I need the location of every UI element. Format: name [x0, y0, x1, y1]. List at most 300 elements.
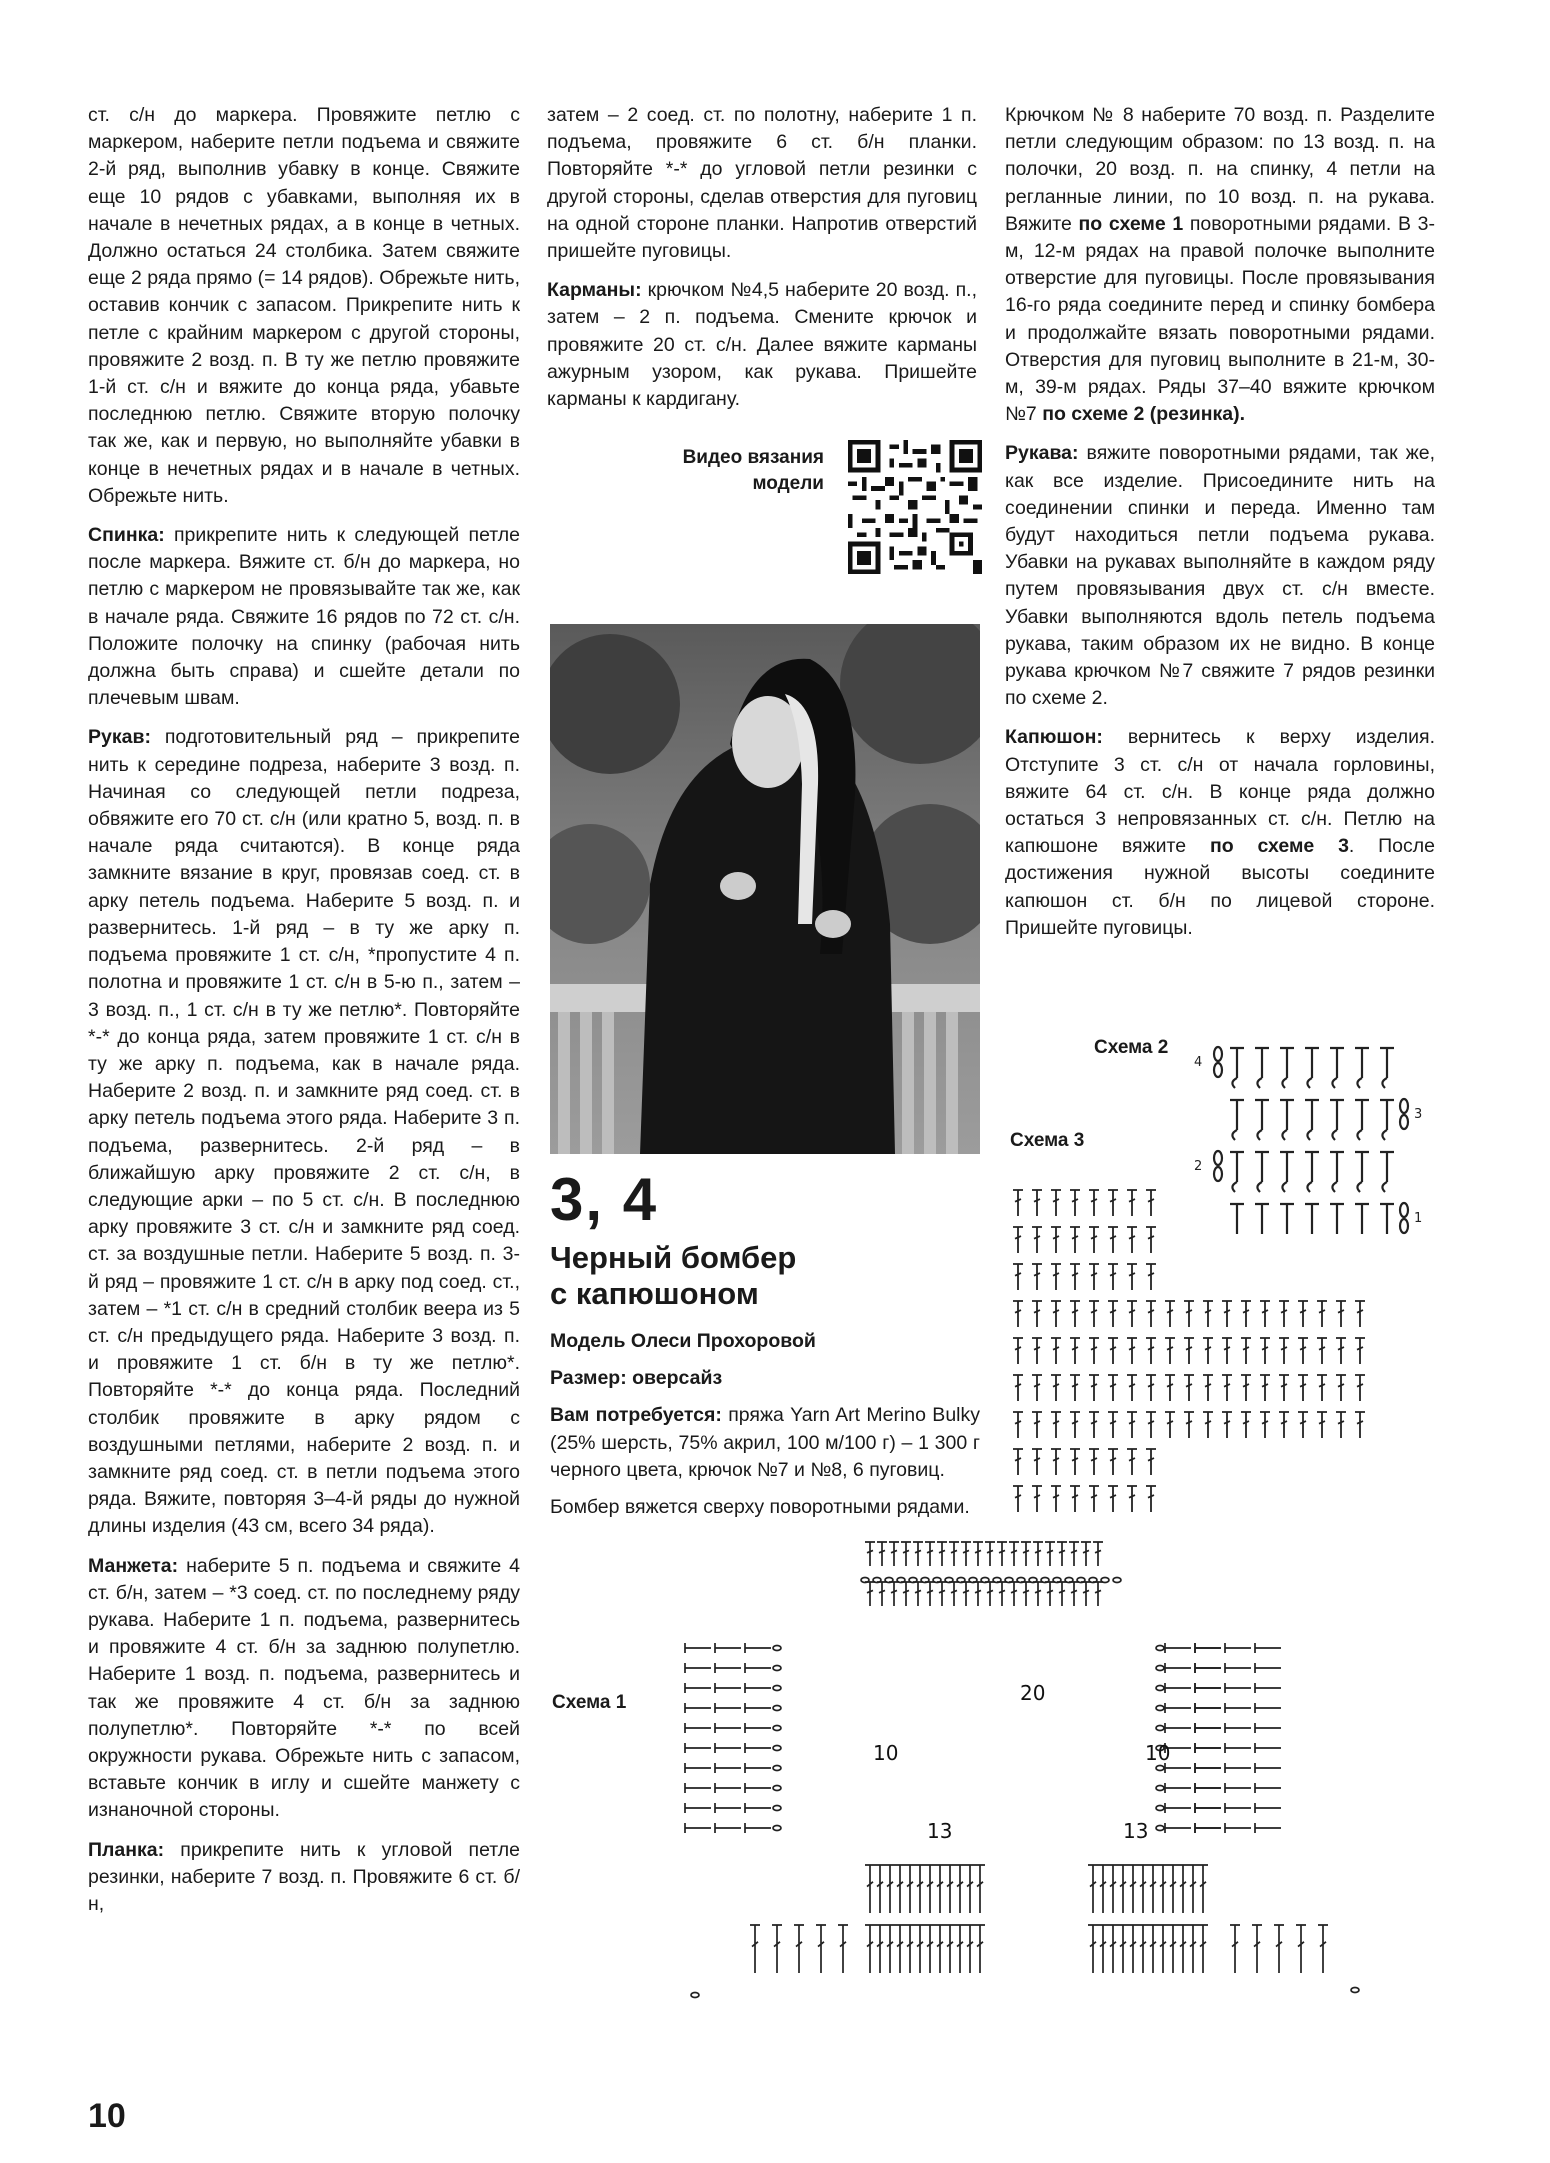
stitch-symbol	[1198, 1865, 1208, 1913]
stitch-symbol	[1070, 1301, 1080, 1327]
chain-symbol	[773, 1746, 781, 1751]
stitch-symbol	[1108, 1449, 1118, 1475]
stitch-symbol	[685, 1643, 711, 1653]
stitch-symbol	[1013, 1449, 1023, 1475]
stitch-symbol	[1070, 1264, 1080, 1290]
chain-symbol	[773, 1766, 781, 1771]
stitch-symbol	[1118, 1925, 1128, 1973]
stitch-symbol	[1127, 1227, 1137, 1253]
stitch-symbol	[1225, 1803, 1251, 1813]
stitch-symbol	[1108, 1486, 1118, 1512]
stitch-symbol	[1318, 1925, 1328, 1973]
stitch-symbol	[715, 1823, 741, 1833]
stitch-symbol	[877, 1542, 887, 1566]
stitch-symbol	[1088, 1865, 1098, 1913]
scheme2-row-1: 1	[1414, 1211, 1423, 1226]
chain-symbol	[773, 1646, 781, 1651]
stitch-symbol	[1184, 1412, 1194, 1438]
chain-symbol	[969, 1578, 977, 1583]
stitch-symbol	[1032, 1486, 1042, 1512]
stitch-symbol	[1260, 1338, 1270, 1364]
stitch-symbol	[1146, 1338, 1156, 1364]
stitch-symbol	[685, 1683, 711, 1693]
stitch-symbol	[1051, 1449, 1061, 1475]
chain-symbol	[1156, 1726, 1164, 1731]
stitch-symbol	[745, 1743, 771, 1753]
stitch-symbol	[1108, 1190, 1118, 1216]
stitch-symbol	[1108, 1412, 1118, 1438]
stitch-symbol	[1317, 1301, 1327, 1327]
stitch-symbol	[715, 1703, 741, 1713]
chain-symbol	[773, 1726, 781, 1731]
stitch-symbol	[945, 1865, 955, 1913]
stitch-symbol	[997, 1582, 1007, 1606]
stitch-symbol	[1225, 1823, 1251, 1833]
qr-code[interactable]	[848, 440, 982, 574]
stitch-symbol	[1051, 1412, 1061, 1438]
stitch-symbol	[1165, 1783, 1191, 1793]
stitch-symbol	[685, 1743, 711, 1753]
stitch-symbol	[901, 1542, 911, 1566]
chain-symbol	[933, 1578, 941, 1583]
stitch-symbol	[961, 1582, 971, 1606]
model-size: Размер: оверсайз	[550, 1367, 723, 1390]
chain-symbol	[945, 1578, 953, 1583]
stitch-symbol	[715, 1723, 741, 1733]
chain-symbol	[921, 1578, 929, 1583]
stitch-symbol	[1255, 1643, 1281, 1653]
stitch-symbol	[1298, 1375, 1308, 1401]
stitch-symbol	[1070, 1190, 1080, 1216]
stitch-symbol	[1127, 1190, 1137, 1216]
stitch-symbol	[1009, 1582, 1019, 1606]
stitch-symbol	[1225, 1783, 1251, 1793]
scheme2-row-3: 3	[1414, 1107, 1423, 1122]
label-sleeves: Рукава:	[1005, 442, 1079, 465]
stitch-symbol	[955, 1865, 965, 1913]
stitch-symbol	[985, 1542, 995, 1566]
stitch-symbol	[1033, 1582, 1043, 1606]
chain-symbol	[1351, 1988, 1359, 1993]
stitch-symbol	[745, 1783, 771, 1793]
stitch-symbol	[1013, 1412, 1023, 1438]
scheme3-label: Схема 3	[1010, 1130, 1085, 1151]
stitch-symbol	[1241, 1412, 1251, 1438]
chain-symbol	[873, 1578, 881, 1583]
label-pockets: Карманы:	[547, 279, 642, 302]
chain-symbol	[861, 1578, 869, 1583]
stitch-symbol	[1089, 1338, 1099, 1364]
model-title: Черный бомбер с капюшоном	[550, 1240, 797, 1311]
stitch-symbol	[915, 1925, 925, 1973]
stitch-symbol	[913, 1542, 923, 1566]
stitch-symbol	[1355, 1338, 1365, 1364]
stitch-symbol	[745, 1803, 771, 1813]
stitch-symbol	[1051, 1301, 1061, 1327]
stitch-symbol	[1241, 1301, 1251, 1327]
stitch-symbol	[1222, 1301, 1232, 1327]
stitch-symbol	[1127, 1375, 1137, 1401]
stitch-symbol	[1298, 1301, 1308, 1327]
stitch-symbol	[1279, 1412, 1289, 1438]
chain-symbol	[1156, 1806, 1164, 1811]
chain-symbol	[1156, 1706, 1164, 1711]
stitch-symbol	[1178, 1865, 1188, 1913]
stitch-symbol	[1255, 1783, 1281, 1793]
stitch-symbol	[1051, 1227, 1061, 1253]
paragraph-placket: Планка: прикрепите нить к угловой петле резинки, наберите 7 возд. п. Провяжите 6 ст. б/н,	[88, 1838, 520, 1915]
stitch-symbol	[1051, 1375, 1061, 1401]
scheme3-diagram	[1010, 1185, 1390, 1525]
stitch-symbol	[1051, 1190, 1061, 1216]
stitch-symbol	[838, 1925, 848, 1973]
stitch-symbol	[1298, 1338, 1308, 1364]
stitch-symbol	[889, 1542, 899, 1566]
stitch-symbol	[715, 1743, 741, 1753]
stitch-symbol	[1098, 1925, 1108, 1973]
stitch-symbol	[1146, 1301, 1156, 1327]
stitch-symbol	[1255, 1683, 1281, 1693]
stitch-symbol	[1279, 1375, 1289, 1401]
stitch-symbol	[1165, 1703, 1191, 1713]
model-number: 3, 4	[550, 1166, 659, 1233]
stitch-symbol	[1298, 1412, 1308, 1438]
stitch-symbol	[1165, 1412, 1175, 1438]
stitch-symbol	[1222, 1412, 1232, 1438]
stitch-symbol	[1070, 1227, 1080, 1253]
stitch-symbol	[901, 1582, 911, 1606]
stitch-symbol	[1184, 1301, 1194, 1327]
stitch-symbol	[1158, 1865, 1168, 1913]
stitch-symbol	[1033, 1542, 1043, 1566]
stitch-symbol	[1255, 1803, 1281, 1813]
stitch-symbol	[1021, 1582, 1031, 1606]
stitch-symbol	[935, 1925, 945, 1973]
stitch-symbol	[715, 1763, 741, 1773]
chain-symbol	[1101, 1578, 1109, 1583]
stitch-symbol	[1225, 1743, 1251, 1753]
chain-symbol	[1156, 1786, 1164, 1791]
stitch-symbol	[1225, 1643, 1251, 1653]
chain-symbol	[1156, 1686, 1164, 1691]
stitch-symbol	[1128, 1925, 1138, 1973]
stitch-symbol	[875, 1925, 885, 1973]
chain-symbol	[957, 1578, 965, 1583]
stitch-symbol	[1013, 1264, 1023, 1290]
scheme1-label: Схема 1	[552, 1692, 627, 1713]
stitch-symbol	[1127, 1301, 1137, 1327]
stitch-symbol	[973, 1582, 983, 1606]
stitch-symbol	[1146, 1375, 1156, 1401]
stitch-symbol	[1230, 1925, 1240, 1973]
stitch-symbol	[1089, 1375, 1099, 1401]
chain-symbol	[1156, 1766, 1164, 1771]
stitch-symbol	[1195, 1723, 1221, 1733]
stitch-symbol	[794, 1925, 804, 1973]
stitch-symbol	[1178, 1925, 1188, 1973]
stitch-symbol	[1336, 1412, 1346, 1438]
stitch-symbol	[1070, 1486, 1080, 1512]
stitch-symbol	[1089, 1449, 1099, 1475]
chain-symbol	[773, 1666, 781, 1671]
stitch-symbol	[685, 1823, 711, 1833]
stitch-symbol	[1225, 1763, 1251, 1773]
stitch-symbol	[1032, 1264, 1042, 1290]
stitch-symbol	[1255, 1743, 1281, 1753]
paragraph-cuff: Манжета: наберите 5 п. подъема и свяжите 4 ст. б/н, затем – *3 соед. ст. по последнему ряду рукава. Наберите 1 п. подъема, развернитесь и провяжите 4 ст. б/н за заднюю полупетлю. Наберите 1 возд. п. подъема, развернитесь и так же провяжите 4 ст. б/н за заднюю полупетлю*. Повторяйте *-* по всей окружности рукава. Обрежьте нить с запасом, вставьте кончик в иглу и сшейте манжету с изнаночной стороны.	[88, 1554, 520, 1822]
chain-symbol	[1156, 1826, 1164, 1831]
chain-symbol	[1017, 1578, 1025, 1583]
stitch-symbol	[1108, 1264, 1118, 1290]
stitch-symbol	[1317, 1375, 1327, 1401]
stitch-symbol	[1195, 1663, 1221, 1673]
stitch-symbol	[937, 1582, 947, 1606]
stitch-symbol	[913, 1582, 923, 1606]
stitch-symbol	[1198, 1925, 1208, 1973]
label-hood: Капюшон:	[1005, 726, 1103, 749]
stitch-symbol	[1089, 1486, 1099, 1512]
stitch-symbol	[1158, 1925, 1168, 1973]
stitch-symbol	[1108, 1925, 1118, 1973]
stitch-symbol	[1336, 1301, 1346, 1327]
stitch-symbol	[1146, 1227, 1156, 1253]
stitch-symbol	[949, 1582, 959, 1606]
stitch-symbol	[1165, 1663, 1191, 1673]
stitch-symbol	[1241, 1338, 1251, 1364]
stitch-symbol	[1089, 1412, 1099, 1438]
chain-symbol	[1156, 1646, 1164, 1651]
count-sleeve-right: 10	[1145, 1741, 1171, 1765]
stitch-symbol	[925, 1865, 935, 1913]
stitch-symbol	[715, 1643, 741, 1653]
stitch-symbol	[1195, 1803, 1221, 1813]
stitch-symbol	[1032, 1449, 1042, 1475]
scheme1-diagram	[675, 1540, 1380, 2010]
stitch-symbol	[1032, 1190, 1042, 1216]
stitch-symbol	[1165, 1683, 1191, 1693]
chain-symbol	[909, 1578, 917, 1583]
stitch-symbol	[685, 1703, 711, 1713]
stitch-symbol	[885, 1925, 895, 1973]
stitch-symbol	[1165, 1301, 1175, 1327]
stitch-symbol	[1296, 1925, 1306, 1973]
chain-symbol	[897, 1578, 905, 1583]
stitch-symbol	[685, 1783, 711, 1793]
stitch-symbol	[1032, 1301, 1042, 1327]
count-front-left: 13	[927, 1819, 953, 1843]
stitch-symbol	[1088, 1925, 1098, 1973]
stitch-symbol	[1057, 1582, 1067, 1606]
stitch-symbol	[955, 1925, 965, 1973]
stitch-symbol	[1013, 1375, 1023, 1401]
stitch-symbol	[1138, 1925, 1148, 1973]
stitch-symbol	[1118, 1865, 1128, 1913]
stitch-symbol	[1184, 1375, 1194, 1401]
chain-symbol	[773, 1826, 781, 1831]
stitch-symbol	[685, 1723, 711, 1733]
stitch-symbol	[1098, 1865, 1108, 1913]
stitch-symbol	[905, 1865, 915, 1913]
stitch-symbol	[1013, 1227, 1023, 1253]
stitch-symbol	[1069, 1582, 1079, 1606]
stitch-symbol	[1195, 1703, 1221, 1713]
chain-symbol	[691, 1993, 699, 1998]
stitch-symbol	[715, 1683, 741, 1693]
stitch-symbol	[985, 1582, 995, 1606]
stitch-symbol	[1051, 1264, 1061, 1290]
stitch-symbol	[1070, 1375, 1080, 1401]
paragraph-back: Спинка: прикрепите нить к следующей петле после маркера. Вяжите ст. б/н до маркера, но петлю с маркером не провязывайте так же, как в начале ряда. Свяжите 16 рядов по 72 ст. с/н. Положите полочку на спинку (рабочая нить должна быть справа) и сшейте детали по плечевым швам.	[88, 524, 520, 710]
text-column-2	[547, 102, 977, 425]
chain-symbol	[1156, 1666, 1164, 1671]
stitch-symbol	[745, 1723, 771, 1733]
stitch-symbol	[715, 1663, 741, 1673]
paragraph-hood: Капюшон: вернитесь к верху изделия. Отступите 3 ст. с/н от начала горловины, вяжите 64 ст. с/н. В конце ряда должно остаться 3 непровязанных ст. с/н. Петлю на капюшоне вяжите по схеме 3. После достижения нужной высоты соедините капюшон ст. б/н по лицевой стороне. Пришейте пуговицы.	[1005, 726, 1435, 939]
stitch-symbol	[1184, 1338, 1194, 1364]
stitch-symbol	[1195, 1743, 1221, 1753]
stitch-symbol	[1225, 1683, 1251, 1693]
stitch-symbol	[1093, 1582, 1103, 1606]
chain-symbol	[773, 1706, 781, 1711]
stitch-symbol	[1203, 1338, 1213, 1364]
stitch-symbol	[685, 1763, 711, 1773]
stitch-symbol	[745, 1663, 771, 1673]
count-sleeve-left: 10	[873, 1741, 899, 1765]
stitch-symbol	[1045, 1542, 1055, 1566]
stitch-symbol	[1146, 1486, 1156, 1512]
stitch-symbol	[1255, 1703, 1281, 1713]
stitch-symbol	[1146, 1412, 1156, 1438]
stitch-symbol	[895, 1925, 905, 1973]
chain-symbol	[773, 1686, 781, 1691]
stitch-symbol	[1146, 1264, 1156, 1290]
chain-symbol	[885, 1578, 893, 1583]
stitch-symbol	[1032, 1338, 1042, 1364]
stitch-symbol	[925, 1542, 935, 1566]
stitch-symbol	[1009, 1542, 1019, 1566]
stitch-symbol	[877, 1582, 887, 1606]
paragraph-sleeves: Рукава: вяжите поворотными рядами, так же, как все изделие. Присоедините нить на соединении спинки и переда. Именно там будут находиться петли подъема рукава. Убавки на рукавах выполняйте в каждом ряду путем провязывания двух ст. с/н вместе. Убавки выполняются вдоль петель подъема рукава, таким образом их не видно. В конце рукава крючком №7 свяжите 7 рядов резинки по схеме 2.	[1005, 442, 1435, 710]
stitch-symbol	[1225, 1703, 1251, 1713]
stitch-symbol	[935, 1865, 945, 1913]
stitch-symbol	[965, 1865, 975, 1913]
label-back: Спинка:	[88, 524, 165, 547]
stitch-symbol	[1089, 1190, 1099, 1216]
stitch-symbol	[1195, 1683, 1221, 1693]
stitch-symbol	[1146, 1449, 1156, 1475]
stitch-symbol	[1108, 1227, 1118, 1253]
scheme2-label: Схема 2	[1094, 1037, 1169, 1058]
stitch-symbol	[1138, 1865, 1148, 1913]
stitch-symbol	[1108, 1865, 1118, 1913]
stitch-symbol	[1093, 1542, 1103, 1566]
chain-symbol	[1065, 1578, 1073, 1583]
stitch-symbol	[1222, 1338, 1232, 1364]
stitch-symbol	[1069, 1542, 1079, 1566]
label-placket: Планка:	[88, 1838, 165, 1861]
chain-symbol	[981, 1578, 989, 1583]
stitch-symbol	[1355, 1375, 1365, 1401]
stitch-symbol	[1108, 1338, 1118, 1364]
stitch-symbol	[745, 1703, 771, 1713]
stitch-symbol	[1255, 1763, 1281, 1773]
stitch-symbol	[1089, 1264, 1099, 1290]
stitch-symbol	[865, 1542, 875, 1566]
stitch-symbol	[945, 1925, 955, 1973]
stitch-symbol	[772, 1925, 782, 1973]
stitch-symbol	[1279, 1301, 1289, 1327]
stitch-symbol	[1127, 1486, 1137, 1512]
stitch-symbol	[1225, 1723, 1251, 1733]
stitch-symbol	[1260, 1301, 1270, 1327]
stitch-symbol	[949, 1542, 959, 1566]
stitch-symbol	[1081, 1582, 1091, 1606]
stitch-symbol	[1127, 1449, 1137, 1475]
stitch-symbol	[745, 1823, 771, 1833]
stitch-symbol	[1336, 1338, 1346, 1364]
stitch-symbol	[750, 1925, 760, 1973]
stitch-symbol	[1260, 1412, 1270, 1438]
chain-symbol	[1041, 1578, 1049, 1583]
stitch-symbol	[1188, 1925, 1198, 1973]
count-back: 20	[1020, 1681, 1046, 1705]
stitch-symbol	[1241, 1375, 1251, 1401]
paragraph-placket-cont: затем – 2 соед. ст. по полотну, наберите 1 п. подъема, провяжите 6 ст. б/н планки. Повторяйте *-* до угловой петли резинки с другой стороны, сделав отверстия для пуговиц на одной стороне планки. Напротив отверстий пришейте пуговицы.	[547, 104, 977, 263]
stitch-symbol	[1355, 1412, 1365, 1438]
stitch-symbol	[1070, 1412, 1080, 1438]
stitch-symbol	[885, 1865, 895, 1913]
paragraph-pockets: Карманы: крючком №4,5 наберите 20 возд. п., затем – 2 п. подъема. Смените крючок и провяжите 20 ст. с/н. Далее вяжите карманы ажурным узором, как рукава. Пришейте карманы к кардигану.	[547, 279, 977, 411]
stitch-symbol	[925, 1582, 935, 1606]
stitch-symbol	[1127, 1264, 1137, 1290]
stitch-symbol	[1070, 1449, 1080, 1475]
chain-symbol	[1029, 1578, 1037, 1583]
stitch-symbol	[975, 1865, 985, 1913]
paragraph-fronts: ст. с/н до маркера. Провяжите петлю с маркером, наберите петли подъема и свяжите 2-й ряд, выполнив убавку в конце. Свяжите еще 10 рядов с убавками, выполняя их в начале в нечетных рядах, а в конце в четных. Должно остаться 24 столбика. Затем свяжите еще 2 ряда прямо (= 14 рядов). Обрежьте нить, оставив кончик с запасом. Прикрепите нить к петле с крайним маркером с другой стороны, провяжите 2 возд. п. В ту же петлю провяжите 1-й ст. с/н и вяжите до конца ряда, убавьте последнюю петлю. Свяжите вторую полочку так же, как и первую, но выполняйте убавки в конце в нечетных рядах и в начале в четных. Обрежьте нить.	[88, 104, 520, 507]
stitch-symbol	[1222, 1375, 1232, 1401]
stitch-symbol	[1195, 1783, 1221, 1793]
stitch-symbol	[1279, 1338, 1289, 1364]
model-note: Бомбер вяжется сверху поворотными рядами.	[550, 1496, 970, 1519]
chain-symbol	[773, 1786, 781, 1791]
model-author: Модель Олеси Прохоровой	[550, 1330, 816, 1352]
stitch-symbol	[1070, 1338, 1080, 1364]
stitch-symbol	[1188, 1865, 1198, 1913]
stitch-symbol	[961, 1542, 971, 1566]
stitch-symbol	[865, 1582, 875, 1606]
stitch-symbol	[865, 1925, 875, 1973]
scheme2-row-2: 2	[1194, 1159, 1203, 1174]
stitch-symbol	[1045, 1582, 1055, 1606]
count-front-right: 13	[1123, 1819, 1149, 1843]
label-sleeve: Рукав:	[88, 726, 151, 749]
stitch-symbol	[715, 1783, 741, 1793]
chain-symbol	[1053, 1578, 1061, 1583]
stitch-symbol	[1089, 1301, 1099, 1327]
stitch-symbol	[1021, 1542, 1031, 1566]
page-number: 10	[88, 2097, 126, 2135]
text-column-1	[88, 102, 520, 1930]
stitch-symbol	[1032, 1412, 1042, 1438]
stitch-symbol	[1013, 1338, 1023, 1364]
chain-symbol	[1089, 1578, 1097, 1583]
stitch-symbol	[745, 1683, 771, 1693]
stitch-symbol	[1165, 1823, 1191, 1833]
stitch-symbol	[1260, 1375, 1270, 1401]
stitch-symbol	[1148, 1865, 1158, 1913]
chain-symbol	[773, 1806, 781, 1811]
chain-symbol	[1077, 1578, 1085, 1583]
